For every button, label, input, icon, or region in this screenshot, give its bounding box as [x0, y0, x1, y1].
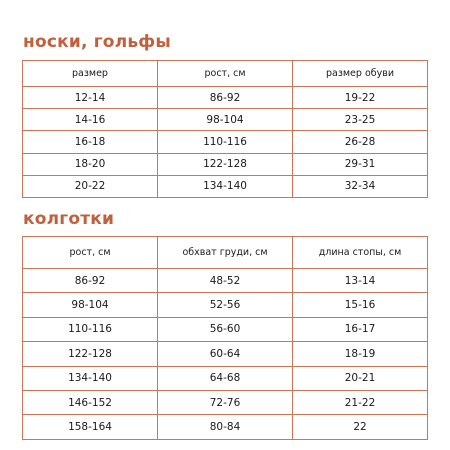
size-table-tights — [22, 236, 428, 440]
table-cell: 15-16 — [293, 293, 428, 317]
table-row — [23, 317, 428, 341]
table-cell: 22 — [293, 415, 428, 439]
table-cell: 98-104 — [158, 109, 293, 131]
table-cell: 18-19 — [293, 342, 428, 366]
table-row — [23, 153, 428, 175]
table-row — [23, 342, 428, 366]
table-cell: 122-128 — [158, 153, 293, 175]
table-cell: 80-84 — [158, 415, 293, 439]
table-cell: 134-140 — [23, 366, 158, 390]
table-cell: 86-92 — [23, 269, 158, 293]
table-cell: 60-64 — [158, 342, 293, 366]
table-cell: 110-116 — [158, 131, 293, 153]
header-cell: размер обуви — [293, 61, 428, 87]
table-cell: 52-56 — [158, 293, 293, 317]
table-row — [23, 293, 428, 317]
section-title-socks: носки, гольфы — [23, 32, 171, 52]
table-cell: 122-128 — [23, 342, 158, 366]
size-table-socks — [22, 60, 428, 198]
table-cell: 20-22 — [23, 175, 158, 197]
table-cell: 56-60 — [158, 317, 293, 341]
table-cell: 13-14 — [293, 269, 428, 293]
header-cell: обхват груди, см — [158, 237, 293, 269]
table-cell: 134-140 — [158, 175, 293, 197]
table-cell: 26-28 — [293, 131, 428, 153]
table-cell: 86-92 — [158, 87, 293, 109]
table-cell: 110-116 — [23, 317, 158, 341]
header-cell: рост, см — [23, 237, 158, 269]
table-cell: 98-104 — [23, 293, 158, 317]
section-title-tights: колготки — [23, 209, 115, 229]
table-cell: 158-164 — [23, 415, 158, 439]
header-cell: размер — [23, 61, 158, 87]
table-cell: 64-68 — [158, 366, 293, 390]
table-cell: 23-25 — [293, 109, 428, 131]
table-row — [23, 415, 428, 439]
table-row — [23, 269, 428, 293]
table-cell: 12-14 — [23, 87, 158, 109]
table-cell: 16-18 — [23, 131, 158, 153]
table-cell: 72-76 — [158, 390, 293, 414]
table-row — [23, 87, 428, 109]
table-header-row — [23, 61, 428, 87]
table-cell: 20-21 — [293, 366, 428, 390]
table-cell: 29-31 — [293, 153, 428, 175]
table-cell: 21-22 — [293, 390, 428, 414]
table-cell: 48-52 — [158, 269, 293, 293]
table-header-row — [23, 237, 428, 269]
table-row — [23, 131, 428, 153]
header-cell: рост, см — [158, 61, 293, 87]
table-row — [23, 390, 428, 414]
table-row — [23, 175, 428, 197]
table-cell: 18-20 — [23, 153, 158, 175]
table-row — [23, 109, 428, 131]
table-cell: 32-34 — [293, 175, 428, 197]
table-row — [23, 366, 428, 390]
table-cell: 19-22 — [293, 87, 428, 109]
header-cell: длина стопы, см — [293, 237, 428, 269]
table-cell: 146-152 — [23, 390, 158, 414]
table-cell: 14-16 — [23, 109, 158, 131]
table-cell: 16-17 — [293, 317, 428, 341]
